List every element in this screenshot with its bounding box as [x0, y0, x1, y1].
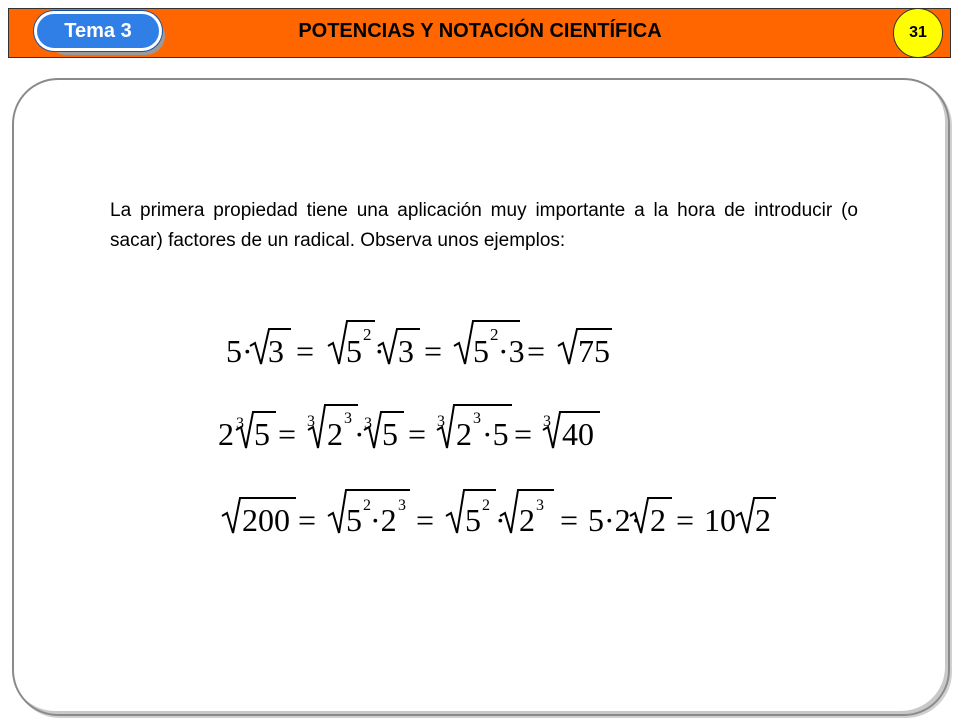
eq2-dot: · — [354, 416, 365, 452]
eq1-radicand-2: 3 — [398, 333, 414, 369]
eq3-radicand-4: 2 — [755, 502, 771, 538]
intro-paragraph: La primera propiedad tiene una aplicación muy importante a la hora de introducir (o sacar) factores de un radical. Observa unos ejemplos: — [110, 200, 858, 251]
eq2-radicand-2: 5 — [382, 416, 398, 452]
eq2-equals-2: = — [408, 416, 427, 452]
eq3-dot: · — [495, 502, 506, 538]
eq3-radicand-2: 2 — [519, 502, 535, 538]
eq1-result: 75 — [578, 333, 610, 369]
equation-3 — [222, 490, 776, 538]
eq2-equals-3: = — [514, 416, 533, 452]
eq3-factor: ·2 — [370, 502, 397, 538]
eq2-root-index-4: 3 — [437, 413, 445, 430]
eq3-exponent-2: 3 — [398, 497, 406, 514]
eq2-root-index-3: 3 — [364, 415, 372, 432]
eq2-root-index-2: 3 — [307, 413, 315, 430]
eq3-radicand: 200 — [242, 502, 290, 538]
eq3-exponent-3: 2 — [482, 497, 490, 514]
eq2-root-index-5: 3 — [543, 413, 551, 430]
eq3-base: 5 — [346, 502, 362, 538]
eq3-exponent-4: 3 — [536, 497, 544, 514]
eq2-exponent: 3 — [344, 410, 352, 427]
eq2-exponent-2: 3 — [473, 410, 481, 427]
eq2-factor: ·5 — [482, 416, 509, 452]
eq3-product: 5·2· — [588, 502, 642, 538]
eq2-result: 40 — [562, 416, 594, 452]
eq1-equals-2: = — [424, 333, 443, 369]
eq1-exponent: 2 — [363, 325, 372, 344]
page-number: 31 — [893, 8, 943, 58]
eq1-radicand: 3 — [268, 333, 284, 369]
eq2-base: 2 — [327, 416, 343, 452]
equation-1 — [226, 321, 612, 369]
eq3-equals-2: = — [416, 502, 435, 538]
equation-2 — [218, 405, 600, 452]
eq2-root-index: 3 — [236, 415, 244, 432]
eq3-equals-1: = — [298, 502, 317, 538]
eq1-equals-3: = — [527, 333, 546, 369]
eq3-equals-4: = — [676, 502, 695, 538]
eq1-base-2: 5 — [473, 333, 489, 369]
eq3-exponent: 2 — [363, 497, 371, 514]
tema-badge[interactable]: Tema 3 — [34, 11, 162, 51]
eq1-base: 5 — [346, 333, 362, 369]
eq2-base-2: 2 — [456, 416, 472, 452]
eq2-equals-1: = — [278, 416, 297, 452]
eq3-coef: 10 — [704, 502, 736, 538]
eq1-coef: 5· — [226, 333, 253, 369]
eq3-equals-3: = — [560, 502, 579, 538]
eq3-radicand-3: 2 — [650, 502, 666, 538]
eq2-radicand: 5 — [254, 416, 270, 452]
eq1-factor: ·3 — [498, 333, 525, 369]
eq3-base-2: 5 — [465, 502, 481, 538]
eq1-dot: · — [374, 333, 385, 369]
eq1-equals-1: = — [296, 333, 315, 369]
eq2-coef: 2 — [218, 416, 234, 452]
eq1-exponent-2: 2 — [490, 325, 499, 344]
page-title: POTENCIAS Y NOTACIÓN CIENTÍFICA — [298, 20, 662, 42]
